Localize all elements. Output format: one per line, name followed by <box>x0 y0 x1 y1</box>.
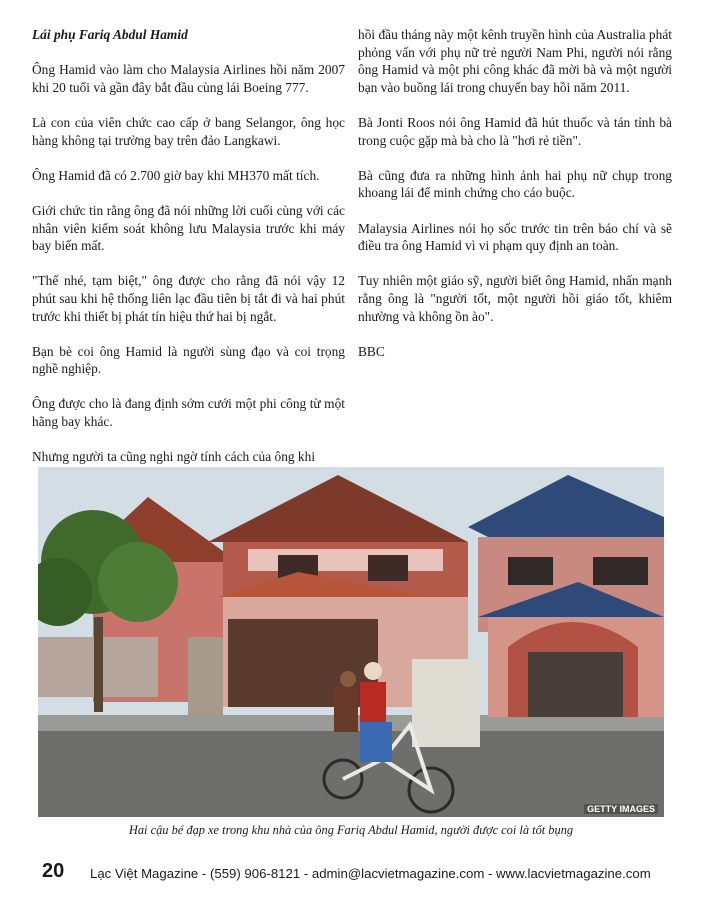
paragraph: Nhưng người ta cũng nghi ngờ tính cách của ông khi <box>32 449 316 465</box>
paragraph: Giới chức tin rằng ông đã nói những lời cuối cùng với các nhân viên kiểm soát không lưu Malaysia trước khi máy bay biến mất. <box>32 202 345 254</box>
article-column-right <box>358 26 672 378</box>
page-number: 20 <box>42 860 65 882</box>
paragraph: Tuy nhiên một giáo sỹ, người biết ông Hamid, nhấn mạnh rằng ông là "người tốt, một người hồi giáo tốt, khiêm nhường và không ồn ào". <box>358 273 672 324</box>
source-credit: BBC <box>358 343 385 359</box>
paragraph: Ông được cho là đang định sớm cưới một phi công từ một hãng bay khác. <box>32 396 345 430</box>
paragraph: Bà cũng đưa ra những hình ảnh hai phụ nữ chụp trong khoang lái để minh chứng cho cáo buộc. <box>358 167 672 201</box>
house-street-illustration <box>38 467 664 817</box>
paragraph: Bạn bè coi ông Hamid là người sùng đạo và coi trọng nghề nghiệp. <box>32 343 345 377</box>
paragraph: "Thế nhé, tạm biệt," ông được cho rằng đã nói vậy 12 phút sau khi hệ thống liên lạc đầu tiên bị tắt đi và hai phút trước khi thiết bị phát tín hiệu thứ hai bị ngắt. <box>32 273 345 324</box>
section-heading: Lái phụ Fariq Abdul Hamid <box>32 27 188 42</box>
paragraph: Malaysia Airlines nói họ sốc trước tin trên báo chí và sẽ điều tra ông Hamid vì vi phạm quy định an toàn. <box>358 220 672 254</box>
article-column-left <box>32 26 345 483</box>
paragraph: Bà Jonti Roos nói ông Hamid đã hút thuốc và tán tỉnh bà trong cuộc gặp mà bà cho là "hơi rẻ tiền". <box>358 114 672 148</box>
paragraph: Là con của viên chức cao cấp ở bang Selangor, ông học hàng không tại trường bay trên đảo Langkawi. <box>32 114 345 148</box>
page-footer <box>42 860 662 886</box>
photo-credit: GETTY IMAGES <box>584 804 658 814</box>
photo-caption: Hai cậu bé đạp xe trong khu nhà của ông Fariq Abdul Hamid, người được coi là tốt bụng <box>128 823 574 837</box>
article-photo <box>38 467 664 817</box>
paragraph: Ông Hamid đã có 2.700 giờ bay khi MH370 mất tích. <box>32 167 320 183</box>
footer-contact-info: Lạc Việt Magazine - (559) 906-8121 - admin@lacvietmagazine.com - www.lacvietmagazine.com <box>90 866 651 881</box>
paragraph: hồi đầu tháng này một kênh truyền hình của Australia phát phỏng vấn với phụ nữ trẻ người Nam Phi, người nói rằng ông Hamid và một phi công khác đã mời bà và một người bạn vào buồng lái trong chuyến bay hồi năm 2011. <box>358 27 672 95</box>
paragraph: Ông Hamid vào làm cho Malaysia Airlines hồi năm 2007 khi 20 tuổi và gần đây bắt đầu cùng lái Boeing 777. <box>32 62 345 95</box>
article-body <box>32 26 672 465</box>
